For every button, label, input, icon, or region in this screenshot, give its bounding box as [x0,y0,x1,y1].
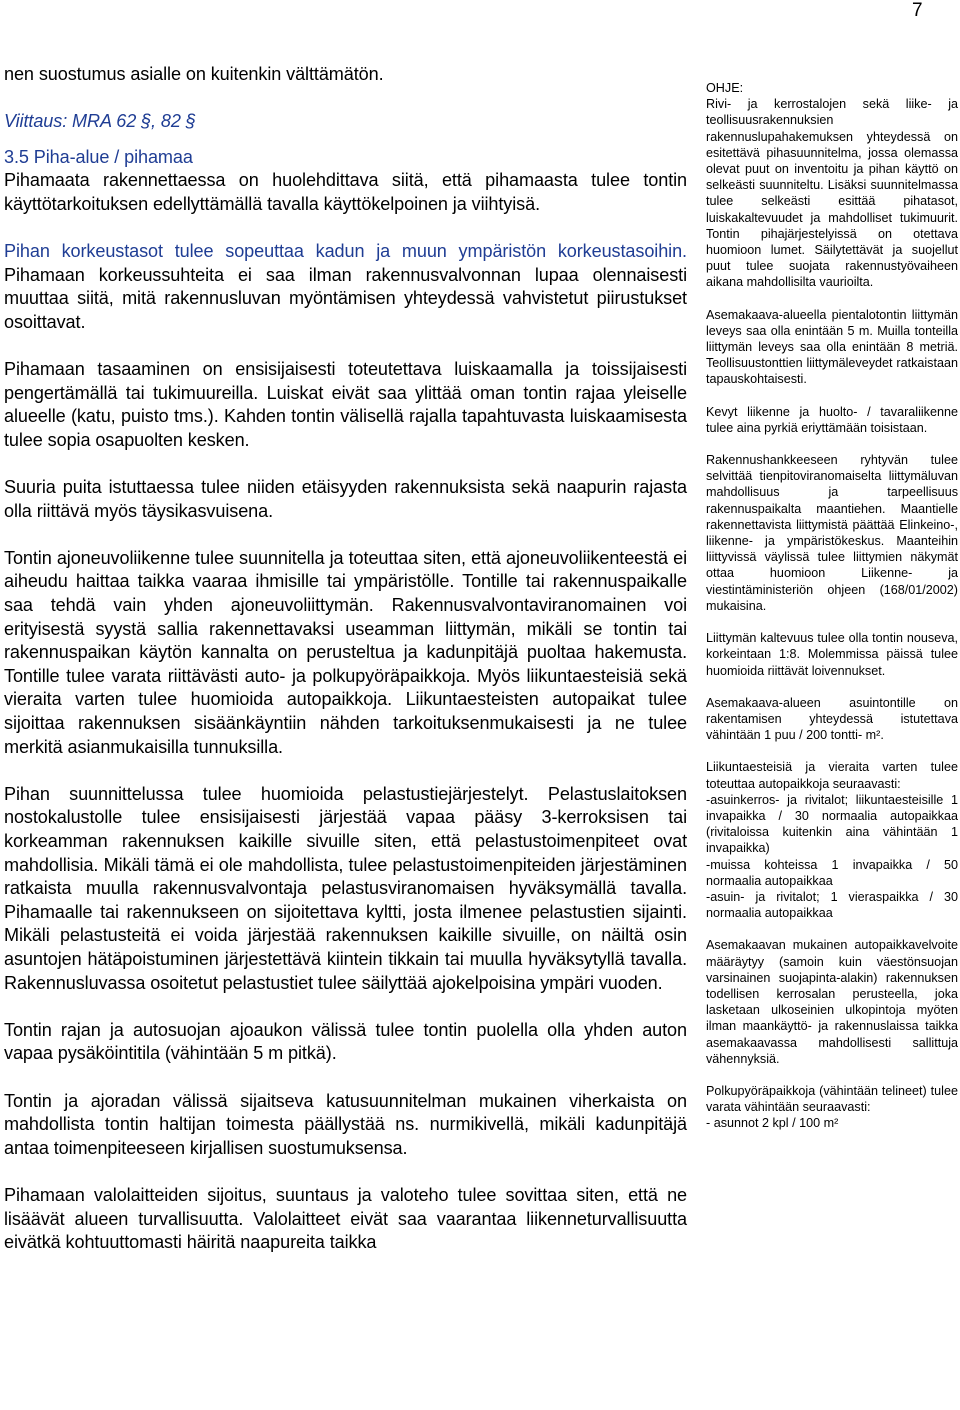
yard-levels-highlight: Pihan korkeustasot tulee sopeuttaa kadun ja muun ympäristön korkeustasoihin. [4,241,687,262]
spacer [4,1066,687,1090]
spacer [4,995,687,1019]
reference-link[interactable]: Viittaus: MRA 62 §, 82 § [4,111,196,132]
rescue-text-1: Pihan suunnittelussa tulee huomioida pelastustiejärjestelyt. [4,783,529,804]
law-reference [4,110,687,134]
paragraph-lighting [4,1184,687,1255]
vehicle-text-6: Liikuntaesteisten autopaikat tulee sijoittaa rakennuksen sisäänkäyntiin nähden tarkoituksenmukaisesti ja ne tulee merkitä asianmukaisilla tunnuksilla. [4,689,687,757]
paragraph-leveling [4,358,687,452]
vehicle-text-4: Tontille tulee varata riittävästi auto- ja polkupyöräpaikkoja. [4,665,471,686]
spacer [4,217,687,241]
page-number: 7 [912,0,923,21]
yard-levels-text: Pihamaan korkeussuhteita ei saa ilman rakennusvalvonnan lupaa olennaisesti muuttaa siitä, mitä rakennusluvan myöntämisen yhteydessä vahvistetut piirustukset osoittavat. [4,264,687,332]
main-column [4,63,687,1255]
spacer [4,134,687,146]
spacer [4,759,687,783]
spacer [4,335,687,359]
vehicle-text-5: Myös liikuntaesteisiä sekä vieraita varten tulee huomioida autopaikkoja. [4,665,687,710]
paragraph-yard-usability: Pihamaata rakennettaessa on huolehdittava siitä, että pihamaasta tulee tontin käyttötarkoituksen edellyttämällä tavalla käyttökelpoinen ja viihtyisä. [4,170,687,214]
paragraph-yard-levels [4,240,687,334]
side-note-slope: Liittymän kaltevuus tulee olla tontin nouseva, korkeintaan 1:8. Molemmissa päissä tulee huomioida riittävät loivennukset. [706,631,958,678]
paragraph-vehicle-traffic [4,547,687,759]
section-heading-text: 3.5 Piha-alue / pihamaa [4,146,193,167]
leveling-text-1: Pihamaan tasaaminen on ensisijaisesti toteutettava luiskaamalla ja toissijaisesti pengertämällä tai tukimuureilla. [4,359,687,403]
section-heading [4,146,687,170]
lighting-text-2: Valolaitteet eivät saa vaarantaa liikenneturvallisuutta eivätkä kohtuuttomasti häiritä naapureita taikka [4,1208,687,1253]
side-note-bicycle-parking: Polkupyöräpaikkoja (vähintään telineet) tulee varata vähintään seuraavasti: [706,1083,958,1115]
spacer [4,87,687,111]
vehicle-text-1: Tontin ajoneuvoliikenne tulee suunnitella ja toteuttaa siten, että ajoneuvoliikenteestä ei aiheudu haittaa taikka vaaraa ihmisille tai ympäristölle. [4,547,687,592]
side-note-accessible-parking-rule-3: -asuin- ja rivitalot; 1 vieraspaikka / 30 normaalia autopaikkaa [706,889,958,921]
rescue-text-3: Mikäli tämä ei ole mahdollista, tulee pelastustoimenpiteiden järjestäminen ratkaista muulla rakennusvalvontaja pelastusviranomaisen hyväksymällä tavalla. [4,854,687,899]
rescue-text-4: Pihamaalle tai rakennukseen on sijoitettava kyltti, josta ilmenee pelastustien sijainti. [4,901,687,922]
side-note-road-connection: Rakennushankkeeseen ryhtyvän tulee selvittää tienpitoviranomaiselta liittymäluvan mahdollisuus ja tarpeellisuus rakennuspaikalta maantiehen. Maantielle rakennettavista liittymistä päättää Elinkeino-, liikenne- ja ympäristökeskus. Maanteihin liittyvissä väylissä tulee liittymien näkymät ottaa huomioon Liikenne- ja viestintäministeriön ohjeen (168/01/2002) mukaisina. [706,453,958,613]
side-note-tree-planting: Asemakaava-alueen asuintontille on rakentamisen yhteydessä istutettava vähintään 1 puu / 200 tontti- m². [706,695,958,743]
side-notes-column [706,80,958,1132]
paragraph-parking-space: Tontin rajan ja autosuojan ajoaukon välissä tulee tontin puolella olla yhden auton vapaa pysäköintitila (vähintään 5 m pitkä). [4,1019,687,1064]
paragraph-continuation: nen suostumus asialle on kuitenkin välttämätön. [4,64,384,84]
paragraph-trees: Suuria puita istuttaessa tulee niiden etäisyyden rakennuksista sekä naapurin rajasta olla riittävä myös täysikasvuisena. [4,477,687,521]
rescue-text-5: Mikäli pelastusteitä ei voida järjestää rakennuksen kaikille sivuille, on näiltä osin asuntojen hätäpoistuminen järjestettävä kiintein tikkain tai muulla hyväksytyllä tavalla. [4,925,687,969]
side-note-bicycle-parking-rule: - asunnot 2 kpl / 100 m² [706,1116,839,1131]
side-note-light-traffic: Kevyt liikenne ja huolto- / tavaraliikenne tulee aina pyrkiä eriyttämään toisistaan. [706,404,958,435]
side-note-driveway-width: Asemakaava-alueella pientalotontin liittymän leveys saa olla enintään 5 m. Muilla tonteilla liittymän leveys saa olla enintään 8 metriä. Teollisuustonttien liittymäleveydet ratkaistaan tapauskohtaisesti. [706,307,958,387]
paragraph-green-strip: Tontin ja ajoradan välissä sijaitseva katusuunnitelman mukainen viherkaista on mahdollista tontin haltijan toimesta päällystää ns. nurmikivellä, mikäli kadunpitäjä antaa toimenpiteeseen kirjallisen suostumuksensa. [4,1090,687,1158]
side-note-accessible-parking: Liikuntaesteisiä ja vieraita varten tulee toteuttaa autopaikkoja seuraavasti: [706,760,958,791]
paragraph-rescue-routes [4,783,687,995]
side-note-yard-plan: Rivi- ja kerrostalojen sekä liike- ja teollisuusrakennuksien rakennuslupahakemuksen yhteydessä on esitettävä pihasuunnitelma, jossa olemassa olevat puut on inventoitu ja pihan käyttö on selkeästi suunniteltu. Lisäksi suunnitelmassa tulee selkeästi esittää pihatasot, luiskakaltevuudet ja mahdolliset tukimuurit. Tontin pihajärjestelyissä on otettava huomioon lumet. Säilytettävät ja suojellut puut tulee suojata rakennustyövaiheen aikana mahdollisilta vaurioilta. [706,97,958,290]
side-notes-label: OHJE: [706,81,744,95]
side-note-parking-obligation: Asemakaavan mukainen autopaikkavelvoite määräytyy (samoin kuin väestönsuojan varsinainen suojapinta-alakin) rakennuksen todellisen kerrosalan perusteella, joka lasketaan ulkoseinien ulkopintoja myöten ilman maankäyttö- ja rakennuslaissa taikka asemakaavassa mahdollisesti sallittuja vähennyksiä. [706,938,958,1066]
rescue-text-6: Rakennusluvassa osoitetut pelastustiet tulee säilyttää ajokelpoisina ympäri vuoden. [4,972,663,993]
vehicle-text-3: Rakennusvalvontaviranomainen voi erityisestä syystä sallia rakennettavaksi useamman liittymän, mikäli se tontin tai rakennuspaikan käytön kannalta on perusteltua ja kadunpitäjä puoltaa hakemusta. [4,595,687,663]
vehicle-text-2: Tontille tai rakennuspaikalle saa tehdä vain yhden ajoneuvoliittymän. [4,571,687,616]
side-note-accessible-parking-rule-1: -asuinkerros- ja rivitalot; liikuntaesteisille 1 invapaikka / 30 normaalia autopaikkaa (rivitaloissa kuitenkin aina vähintään 1 invapaikka) [706,792,958,856]
leveling-text-3: Kahden tontin välisellä rajalla tapahtuvasta luiskaamisesta tulee sopia osapuolten kesken. [4,406,687,450]
leveling-text-2: Luiskat eivät saa ylittää oman tontin rajaa yleiselle alueelle (katu, puisto tms.). [4,382,688,427]
lighting-text-1: Pihamaan valolaitteiden sijoitus, suuntaus ja valoteho tulee sovittaa siten, että ne lisäävät alueen turvallisuutta. [4,1184,687,1229]
spacer [4,523,687,547]
spacer [4,1160,687,1184]
side-note-accessible-parking-rule-2: -muissa kohteissa 1 invapaikka / 50 normaalia autopaikkaa [706,857,958,888]
spacer [4,453,687,477]
rescue-text-2: Pelastuslaitoksen nostokalustolle tulee ensisijaisesti järjestää vapaa pääsy 3-kerroksisen tai korkeamman rakennuksen kaikille sivuille siten, että pelastustoimenpiteet ovat mahdollisia. [4,783,687,875]
